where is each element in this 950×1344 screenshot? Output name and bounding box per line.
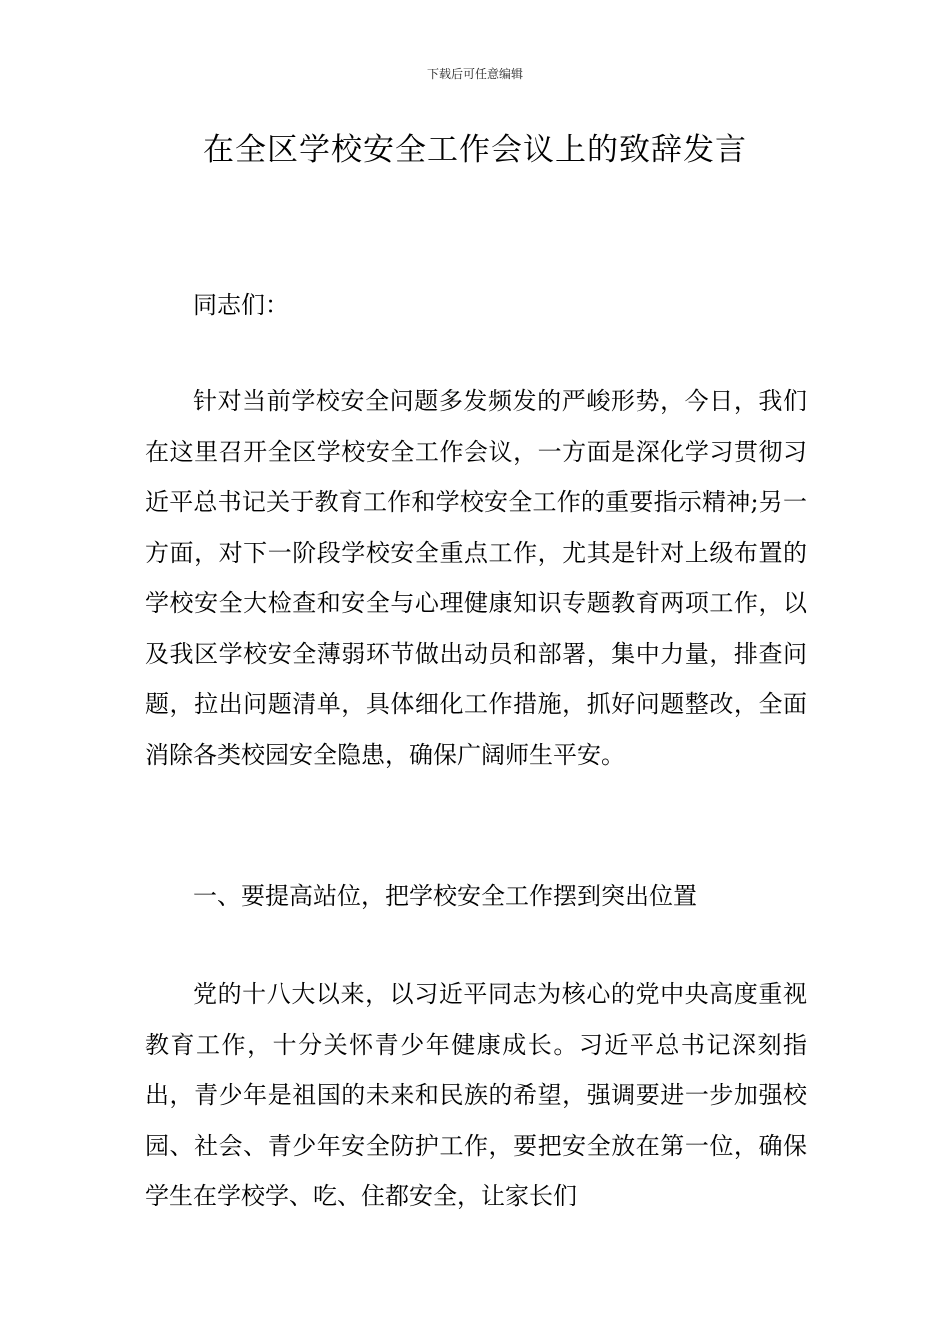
- paragraph-2: 党的十八大以来，以习近平同志为核心的党中央高度重视教育工作，十分关怀青少年健康成长。习近平总书记深刻指出，青少年是祖国的未来和民族的希望，强调要进一步加强校园、社会、青少年安全防护工作，要把安全放在第一位，确保学生在学校学、吃、住都安全，让家长们: [145, 980, 807, 1210]
- salutation: 同志们：: [193, 291, 289, 319]
- document-title: 在全区学校安全工作会议上的致辞发言: [203, 132, 747, 168]
- paragraph-1: 针对当前学校安全问题多发频发的严峻形势，今日，我们在这里召开全区学校安全工作会议，一方面是深化学习贯彻习近平总书记关于教育工作和学校安全工作的重要指示精神;另一方面，对下一阶段学校安全重点工作，尤其是针对上级布置的学校安全大检查和安全与心理健康知识专题教育两项工作，以及我区学校安全薄弱环节做出动员和部署，集中力量，排查问题，拉出问题清单，具体细化工作措施，抓好问题整改，全面消除各类校园安全隐患，确保广阔师生平安。: [145, 387, 807, 769]
- header-note: 下载后可任意编辑: [426, 67, 523, 81]
- section-heading-1: 一、要提高站位，把学校安全工作摆到突出位置: [193, 882, 697, 910]
